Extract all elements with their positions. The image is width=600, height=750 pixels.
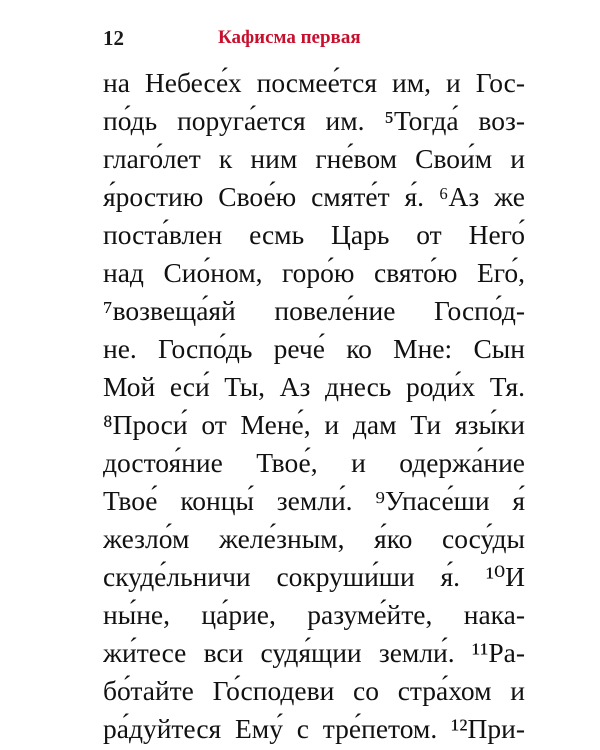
text-line: ⁷возвеща́яй повеле́ние Госпо́д- <box>103 295 525 326</box>
text-line: Твое́ концы́ земли́. ⁹Упасе́ши я́ <box>103 485 525 516</box>
text-line: жи́тесе вси судя́щии земли́. ¹¹Ра- <box>103 637 525 668</box>
text-line: не. Госпо́дь рече́ ко Мне: Сын <box>103 333 525 364</box>
text-line: ⁸Проси́ от Мене́, и дам Ти язы́ки <box>103 409 525 440</box>
text-line: над Сио́ном, горо́ю свято́ю Его́, <box>103 257 525 288</box>
text-line: глаго́лет к ним гне́вом Свои́м и <box>103 143 525 174</box>
page-number: 12 <box>103 26 124 50</box>
text-line: ны́не, ца́рие, разуме́йте, нака- <box>103 599 525 630</box>
running-title: Кафисма первая <box>218 27 361 48</box>
text-line: достоя́ние Твое́, и одержа́ние <box>103 447 525 478</box>
text-line: на Небесе́х посмее́тся им, и Гос- <box>103 67 525 98</box>
page-header <box>103 22 523 54</box>
text-line: ра́дуйтеся Ему́ с тре́петом. ¹²При- <box>103 713 525 744</box>
text-line: поста́влен есмь Царь от Него́ <box>103 219 525 250</box>
text-line: бо́тайте Го́сподеви со стра́хом и <box>103 675 525 706</box>
text-line: Мой еси́ Ты, Аз днесь роди́х Тя. <box>103 371 525 402</box>
text-line: по́дь поруга́ется им. ⁵Тогда́ воз- <box>103 105 525 136</box>
text-line: я́ростию Свое́ю смяте́т я́. ⁶Аз же <box>103 181 525 212</box>
text-line: скуде́льничи сокруши́ши я́. ¹⁰И <box>103 561 525 592</box>
text-line: жезло́м желе́зным, я́ко сосу́ды <box>103 523 525 554</box>
psalm-text <box>103 64 525 748</box>
